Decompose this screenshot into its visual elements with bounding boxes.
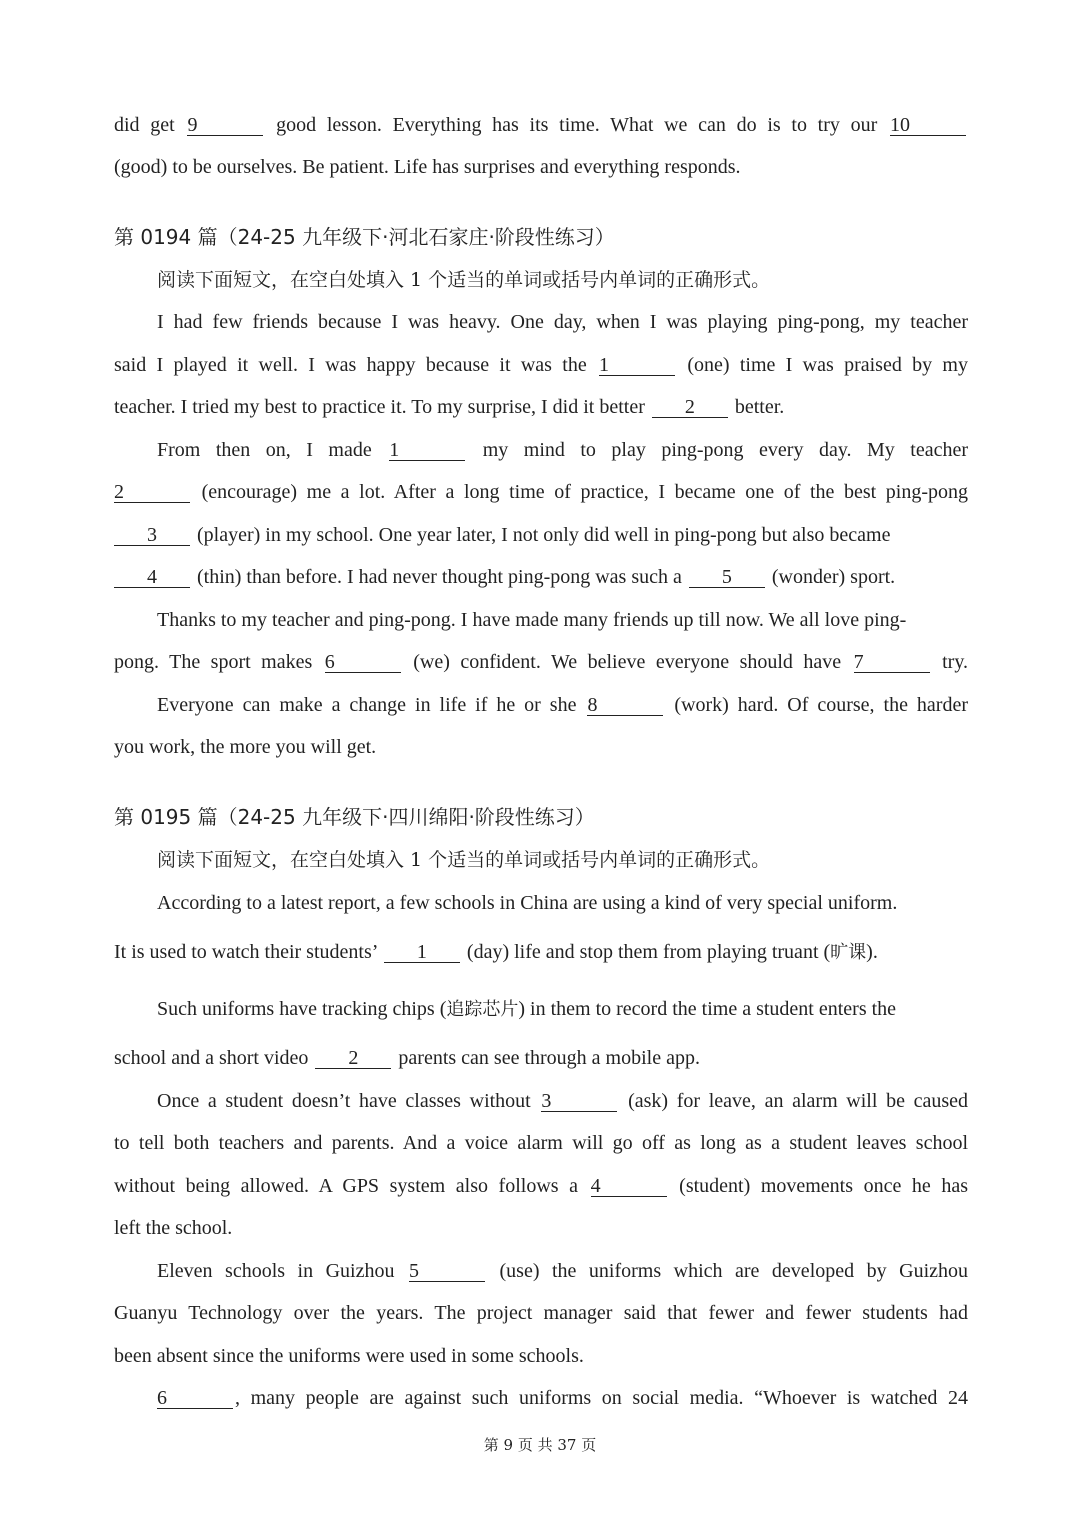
blank-2: 2 (652, 397, 728, 418)
passage-line: pong. The sport makes 6 (we) confident. We believe everyone should have 7 try. (114, 651, 969, 673)
blank-8: 8 (587, 695, 663, 716)
passage-line: 2 (encourage) me a lot. After a long time of practice, I became one of the best ping-pong (114, 481, 969, 503)
passage-line: been absent since the uniforms were used in some schools. (114, 1345, 584, 1367)
blank-10: 10 (890, 115, 966, 136)
page-footer: 第 9 页 共 37 页 (483, 1436, 597, 1454)
passage-line: Guanyu Technology over the years. The project manager said that fewer and fewer students had (114, 1302, 968, 1324)
blank-6: 6 (157, 1388, 233, 1409)
blank-6: 6 (325, 652, 401, 673)
blank-3: 3 (541, 1091, 617, 1112)
passage-line: From then on, I made 1 my mind to play ping-pong every day. My teacher (157, 439, 969, 461)
section-heading-0194: 第 0194 篇（24-25 九年级下·河北石家庄·阶段性练习） (114, 225, 615, 249)
blank-5: 5 (409, 1261, 485, 1282)
passage-line: Once a student doesn’t have classes without 3 (ask) for leave, an alarm will be caused (157, 1090, 969, 1112)
blank-7: 7 (854, 652, 930, 673)
blank-9: 9 (187, 115, 263, 136)
passage-line: teacher. I tried my best to practice it. To my surprise, I did it better 2 better. (114, 396, 785, 418)
blank-1: 1 (384, 942, 460, 963)
passage-line: According to a latest report, a few schools in China are using a kind of very special uniform. (157, 892, 898, 914)
blank-2: 2 (114, 482, 190, 503)
passage-line: Thanks to my teacher and ping-pong. I have made many friends up till now. We all love ping- (157, 609, 907, 631)
blank-5: 5 (689, 567, 765, 588)
passage-line: Eleven schools in Guizhou 5 (use) the uniforms which are developed by Guizhou (157, 1260, 969, 1282)
blank-4: 4 (114, 567, 190, 588)
passage-line: Such uniforms have tracking chips (追踪芯片) in them to record the time a student enters the (157, 998, 897, 1020)
instruction-0194: 阅读下面短文，在空白处填入 1 个适当的单词或括号内单词的正确形式。 (157, 269, 771, 291)
blank-1: 1 (599, 355, 675, 376)
blank-4: 4 (591, 1176, 667, 1197)
blank-2: 2 (315, 1048, 391, 1069)
passage-line: It is used to watch their students’ 1 (day) life and stop them from playing truant (旷课). (114, 941, 878, 963)
passage-line: without being allowed. A GPS system also follows a 4 (student) movements once he has (114, 1175, 969, 1197)
passage-line: did get 9 good lesson. Everything has its time. What we can do is to try our 10 (114, 112, 968, 138)
passage-line: you work, the more you will get. (114, 736, 377, 758)
passage-line: Everyone can make a change in life if he or she 8 (work) hard. Of course, the harder (157, 694, 968, 716)
passage-line: 4 (thin) than before. I had never thought ping-pong was such a 5 (wonder) sport. (114, 564, 968, 590)
passage-line: school and a short video 2 parents can see through a mobile app. (114, 1047, 700, 1069)
blank-3: 3 (114, 525, 190, 546)
passage-line: 3 (player) in my school. One year later, I not only did well in ping-pong but also became (114, 522, 968, 548)
blank-1: 1 (389, 440, 465, 461)
passage-line: 6 , many people are against such uniforms on social media. “Whoever is watched 24 (157, 1387, 968, 1409)
passage-line: (good) to be ourselves. Be patient. Life has surprises and everything responds. (114, 156, 741, 178)
passage-line: said I played it well. I was happy because it was the 1 (one) time I was praised by my (114, 354, 968, 376)
instruction-0195: 阅读下面短文，在空白处填入 1 个适当的单词或括号内单词的正确形式。 (157, 849, 771, 871)
passage-line: I had few friends because I was heavy. One day, when I was playing ping-pong, my teacher (157, 311, 968, 333)
section-heading-0195: 第 0195 篇（24-25 九年级下·四川绵阳·阶段性练习） (114, 805, 595, 829)
passage-line: left the school. (114, 1217, 233, 1239)
passage-line: to tell both teachers and parents. And a voice alarm will go off as long as a student leaves school (114, 1132, 968, 1154)
